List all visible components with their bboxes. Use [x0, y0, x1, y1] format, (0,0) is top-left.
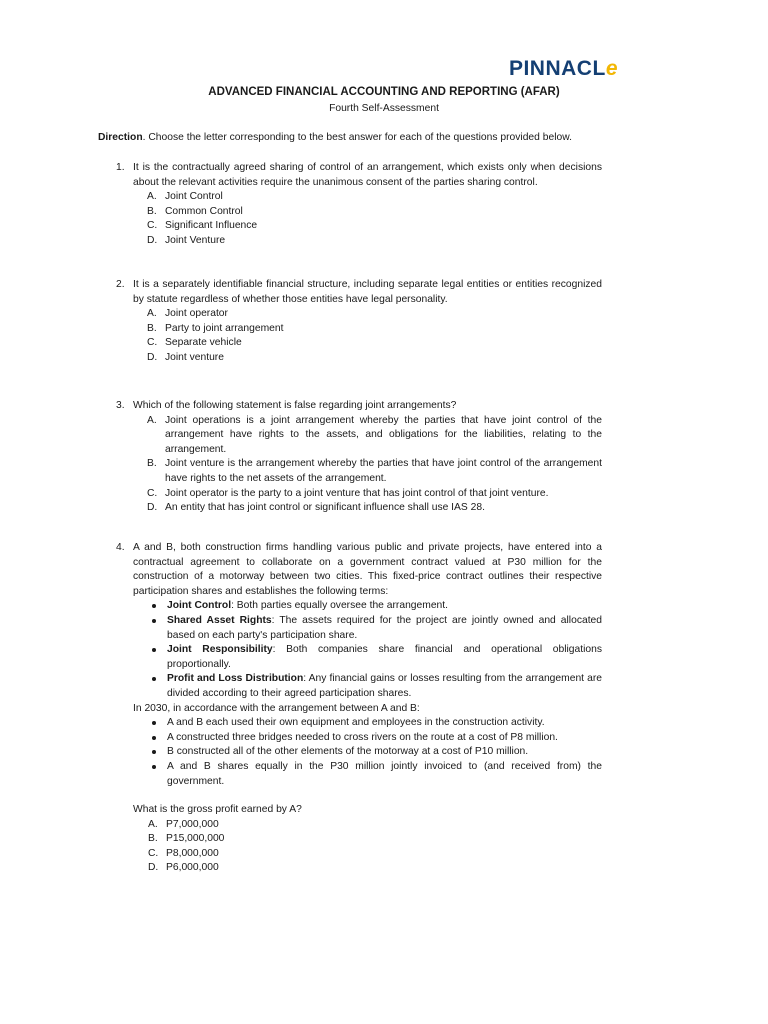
- option-a: [147, 307, 602, 322]
- term-item: [148, 643, 602, 672]
- option-letter: D.: [147, 502, 158, 514]
- option-text: Significant Influence: [165, 220, 258, 232]
- term-label: Profit and Loss Distribution: [167, 673, 304, 685]
- option-text: P15,000,000: [166, 833, 225, 845]
- option-letter: C.: [147, 337, 158, 349]
- direction-body: . Choose the letter corresponding to the best answer for each of the questions provided below.: [142, 132, 572, 143]
- options-list: [116, 190, 602, 248]
- option-text: An entity that has joint control or significant influence shall use IAS 28.: [165, 502, 485, 514]
- question-3: [116, 399, 602, 516]
- term-text: : The assets required for the project are jointly owned and allocated based on each party's participation share.: [167, 614, 603, 641]
- question-number: 1.: [116, 162, 125, 173]
- option-text: Common Control: [165, 205, 243, 217]
- options-list: [116, 307, 602, 365]
- option-d: [147, 234, 602, 249]
- fact-item: B constructed all of the other elements of the motorway at a cost of P10 million.: [148, 745, 602, 760]
- question-stem: A and B, both construction firms handling various public and private projects, have entered into a contractual agreement to collaborate on a government contract valued at P30 million for the construction of a motorway between two cities. This fixed-price contract outlines their respective participation shares and establishes the following terms:: [133, 542, 602, 597]
- options-list: [116, 818, 602, 876]
- question-number: 4.: [116, 542, 125, 553]
- option-letter: A.: [147, 191, 157, 203]
- fact-item: A and B each used their own equipment and employees in the construction activity.: [148, 716, 602, 731]
- option-a: [147, 414, 602, 458]
- document-subtitle: Fourth Self-Assessment: [329, 103, 439, 114]
- option-a: [147, 190, 602, 205]
- option-letter: C.: [147, 220, 158, 232]
- option-letter: D.: [147, 351, 158, 363]
- option-c: [147, 487, 602, 502]
- direction-text: [98, 132, 572, 143]
- term-label: Shared Asset Rights: [167, 614, 272, 626]
- option-text: Party to joint arrangement: [165, 322, 284, 334]
- option-letter: C.: [148, 847, 159, 859]
- option-text: Joint operator is the party to a joint venture that has joint control of that joint venture.: [165, 487, 549, 499]
- option-text: Joint operations is a joint arrangement whereby the parties that have joint control of the arrangement have rights to the assets, and obligations for the liabilities, relating to the arrangement.: [165, 414, 602, 455]
- option-letter: B.: [147, 322, 157, 334]
- option-letter: A.: [147, 308, 157, 320]
- option-b: [148, 832, 602, 847]
- options-list: [116, 414, 602, 516]
- facts-list: [116, 716, 602, 789]
- option-d: [147, 351, 602, 366]
- option-text: P6,000,000: [166, 862, 219, 874]
- brand-logo: [509, 57, 618, 81]
- term-text: : Both parties equally oversee the arrangement.: [231, 600, 448, 612]
- term-item: [148, 614, 602, 643]
- option-text: Joint venture is the arrangement whereby the parties that have joint control of the arrangement have rights to the net assets of the arrangement.: [165, 458, 602, 484]
- question-4: [116, 541, 602, 876]
- option-d: [148, 861, 602, 876]
- option-letter: B.: [147, 205, 157, 217]
- option-d: [147, 501, 602, 516]
- option-letter: C.: [147, 487, 158, 499]
- term-text: : Any financial gains or losses resulting from the arrangement are divided according to their agreed participation shares.: [167, 673, 602, 699]
- question-1: [116, 161, 602, 249]
- option-c: [148, 847, 602, 862]
- intro-2030: In 2030, in accordance with the arrangement between A and B:: [133, 702, 420, 714]
- question-stem: Which of the following statement is false regarding joint arrangements?: [133, 400, 457, 411]
- question-prompt: What is the gross profit earned by A?: [133, 804, 302, 816]
- option-letter: A.: [148, 818, 158, 830]
- option-letter: D.: [148, 862, 159, 874]
- fact-item: A constructed three bridges needed to cross rivers on the route at a cost of P8 million.: [148, 731, 602, 746]
- terms-list: [116, 599, 602, 701]
- option-b: [147, 457, 602, 486]
- option-text: P7,000,000: [166, 818, 219, 830]
- option-text: Joint Control: [165, 191, 223, 203]
- question-stem: It is the contractually agreed sharing of control of an arrangement, which exists only when decisions about the relevant activities require the unanimous consent of the parties sharing control.: [133, 162, 602, 188]
- term-item: [148, 599, 602, 614]
- option-text: Separate vehicle: [165, 337, 242, 349]
- option-text: Joint operator: [165, 308, 228, 320]
- option-a: [148, 818, 602, 833]
- term-text: : Both companies share financial and operational obligations proportionally.: [167, 644, 602, 670]
- option-text: Joint venture: [165, 351, 224, 363]
- option-letter: A.: [147, 414, 157, 426]
- option-letter: B.: [148, 833, 158, 845]
- fact-item: A and B shares equally in the P30 million jointly invoiced to (and received from) the government.: [148, 760, 602, 789]
- question-number: 2.: [116, 279, 125, 290]
- direction-label: Direction: [98, 132, 143, 143]
- term-item: [148, 672, 602, 701]
- question-stem: It is a separately identifiable financial structure, including separate legal entities or entities recognized by statute regardless of whether those entities have legal personality.: [133, 279, 602, 305]
- option-b: [147, 322, 602, 337]
- option-c: [147, 219, 602, 234]
- option-text: P8,000,000: [166, 847, 219, 859]
- option-b: [147, 205, 602, 220]
- term-label: Joint Responsibility: [167, 644, 273, 656]
- question-2: [116, 278, 602, 366]
- question-number: 3.: [116, 400, 125, 411]
- logo-text: PINNACL: [508, 57, 606, 80]
- option-letter: B.: [147, 458, 157, 470]
- term-label: Joint Control: [167, 600, 232, 612]
- option-letter: D.: [147, 234, 158, 246]
- option-text: Joint Venture: [165, 234, 226, 246]
- logo-accent: e: [605, 57, 618, 80]
- option-c: [147, 336, 602, 351]
- document-title: ADVANCED FINANCIAL ACCOUNTING AND REPORTING (AFAR): [208, 86, 560, 98]
